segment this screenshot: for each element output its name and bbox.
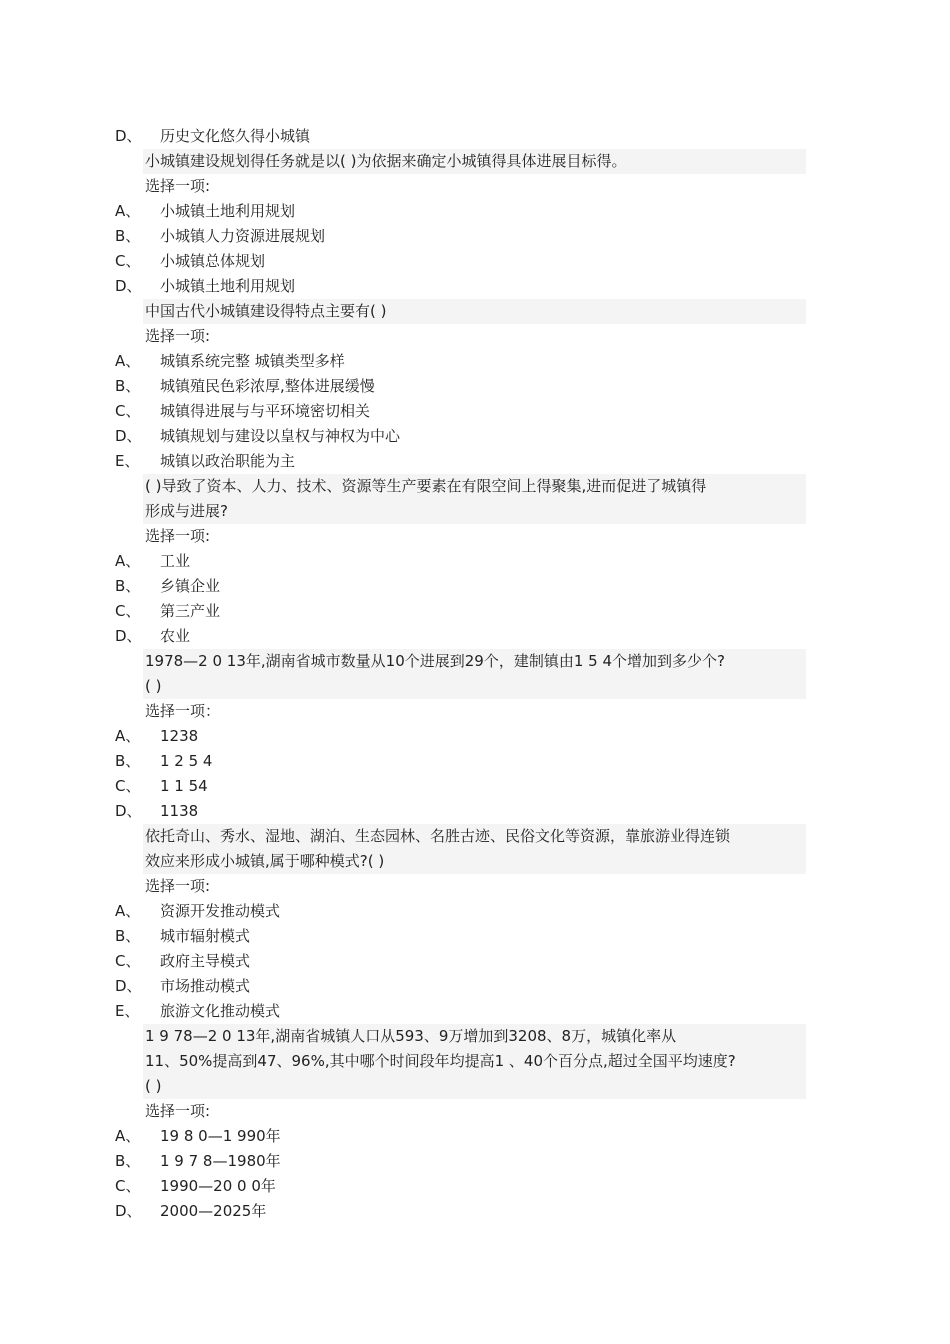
question-text-line: ( ) <box>145 677 162 695</box>
option-letter: B、 <box>115 577 141 595</box>
option-text: 旅游文化推动模式 <box>160 1002 281 1020</box>
option-text: 城镇以政治职能为主 <box>160 452 296 470</box>
option-letter: B、 <box>115 227 141 245</box>
option-letter: D、 <box>115 627 142 645</box>
question-text-line: 11、50%提高到47、96%,其中哪个时间段年均提高1 、40个百分点,超过全国平均速度? <box>145 1052 736 1070</box>
option-letter: A、 <box>115 552 141 570</box>
option-letter: A、 <box>115 727 141 745</box>
option-text: 资源开发推动模式 <box>160 902 281 920</box>
option-text: 1990—20 0 0年 <box>160 1177 276 1195</box>
question-text-line: 依托奇山、秀水、湿地、湖泊、生态园林、名胜古迹、民俗文化等资源，靠旅游业得连锁 <box>145 827 731 845</box>
option-text: 城镇得进展与与平环境密切相关 <box>160 402 371 420</box>
question-text-line: 1 9 78—2 0 13年,湖南省城镇人口从593、9万增加到3208、8万，城镇化率从 <box>145 1027 677 1045</box>
option-text: 城镇殖民色彩浓厚,整体进展缓慢 <box>160 377 375 395</box>
select-one-hint: 选择一项: <box>145 177 211 195</box>
question-text-line: ( )导致了资本、人力、技术、资源等生产要素在有限空间上得聚集,进而促进了城镇得 <box>145 477 707 495</box>
option-letter: B、 <box>115 1152 141 1170</box>
option-text: 工业 <box>160 552 191 570</box>
option-letter: A、 <box>115 202 141 220</box>
question-text-line: 1978—2 0 13年,湖南省城市数量从10个进展到29个，建制镇由1 5 4个增加到多少个? <box>145 652 725 670</box>
option-letter: A、 <box>115 1127 141 1145</box>
option-letter: D、 <box>115 802 142 820</box>
option-letter: C、 <box>115 252 141 270</box>
option-letter: B、 <box>115 377 141 395</box>
option-text: 第三产业 <box>160 602 221 620</box>
option-text: 政府主导模式 <box>160 952 251 970</box>
select-one-hint: 选择一项: <box>145 327 211 345</box>
option-letter: D、 <box>115 127 142 145</box>
option-text: 市场推动模式 <box>160 977 251 995</box>
select-one-hint: 选择一项: <box>145 1102 211 1120</box>
question-text-line: 小城镇建设规划得任务就是以( )为依据来确定小城镇得具体进展目标得。 <box>145 152 627 170</box>
option-text: 1238 <box>160 727 199 745</box>
option-letter: D、 <box>115 1202 142 1220</box>
option-letter: E、 <box>115 452 140 470</box>
question-text-line: 形成与进展? <box>145 502 228 520</box>
option-text: 1138 <box>160 802 199 820</box>
option-text: 小城镇土地利用规划 <box>160 277 296 295</box>
option-text: 城市辐射模式 <box>160 927 251 945</box>
option-text: 城镇规划与建设以皇权与神权为中心 <box>160 427 401 445</box>
option-letter: A、 <box>115 352 141 370</box>
option-letter: E、 <box>115 1002 140 1020</box>
option-text: 小城镇总体规划 <box>160 252 266 270</box>
option-letter: C、 <box>115 602 141 620</box>
option-letter: C、 <box>115 952 141 970</box>
option-text: 1 1 54 <box>160 777 208 795</box>
option-letter: D、 <box>115 427 142 445</box>
select-one-hint: 选择一项: <box>145 527 211 545</box>
select-one-hint: 选择一项： <box>145 702 221 720</box>
option-text: 城镇系统完整 城镇类型多样 <box>160 352 345 370</box>
option-letter: B、 <box>115 752 141 770</box>
option-text: 历史文化悠久得小城镇 <box>160 127 311 145</box>
question-text-line: ( ) <box>145 1077 162 1095</box>
option-text: 1 2 5 4 <box>160 752 213 770</box>
question-text-line: 效应来形成小城镇,属于哪种模式?( ) <box>145 852 385 870</box>
select-one-hint: 选择一项: <box>145 877 211 895</box>
option-letter: C、 <box>115 777 141 795</box>
option-letter: D、 <box>115 277 142 295</box>
option-text: 19 8 0—1 990年 <box>160 1127 281 1145</box>
option-letter: C、 <box>115 402 141 420</box>
option-letter: D、 <box>115 977 142 995</box>
option-text: 2000—2025年 <box>160 1202 267 1220</box>
option-letter: C、 <box>115 1177 141 1195</box>
option-text: 乡镇企业 <box>160 577 221 595</box>
option-letter: B、 <box>115 927 141 945</box>
option-letter: A、 <box>115 902 141 920</box>
option-text: 小城镇土地利用规划 <box>160 202 296 220</box>
option-text: 小城镇人力资源进展规划 <box>160 227 326 245</box>
question-text-line: 中国古代小城镇建设得特点主要有( ) <box>145 302 387 320</box>
option-text: 1 9 7 8—1980年 <box>160 1152 281 1170</box>
option-text: 农业 <box>160 627 191 645</box>
